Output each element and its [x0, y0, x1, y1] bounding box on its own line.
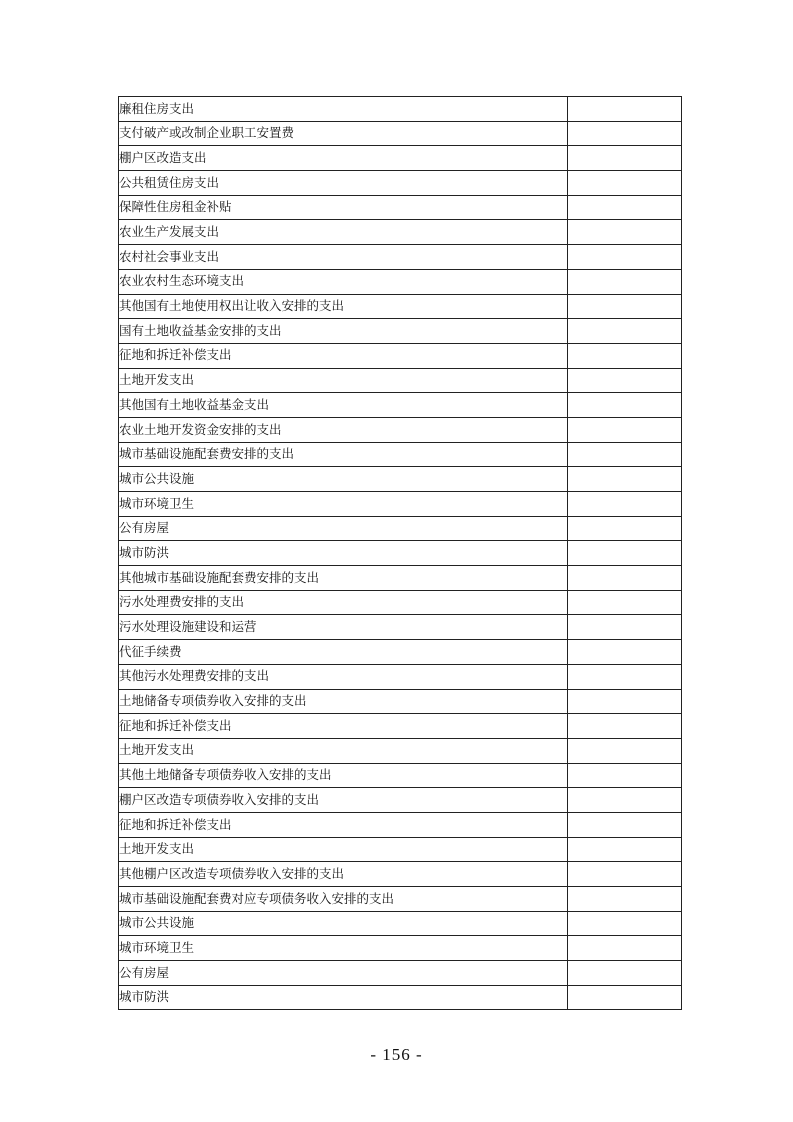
item-name-cell: 其他污水处理费安排的支出 [119, 664, 568, 689]
amount-cell [568, 911, 682, 936]
table-row [119, 541, 682, 566]
amount-cell [568, 97, 682, 122]
table-row [119, 664, 682, 689]
amount-cell [568, 245, 682, 270]
amount-cell [568, 343, 682, 368]
amount-cell [568, 492, 682, 517]
amount-cell [568, 615, 682, 640]
table-row [119, 640, 682, 665]
table-row [119, 442, 682, 467]
table-row [119, 714, 682, 739]
item-name-cell: 棚户区改造支出 [119, 146, 568, 171]
expenditure-table [118, 96, 682, 1010]
amount-cell [568, 862, 682, 887]
table-body [119, 97, 682, 1010]
amount-cell [568, 467, 682, 492]
item-name-cell: 廉租住房支出 [119, 97, 568, 122]
amount-cell [568, 121, 682, 146]
item-name-cell: 农业生产发展支出 [119, 220, 568, 245]
table-row [119, 245, 682, 270]
table-row [119, 393, 682, 418]
amount-cell [568, 985, 682, 1010]
item-name-cell: 土地开发支出 [119, 738, 568, 763]
item-name-cell: 棚户区改造专项债券收入安排的支出 [119, 788, 568, 813]
table-row [119, 566, 682, 591]
amount-cell [568, 887, 682, 912]
item-name-cell: 支付破产或改制企业职工安置费 [119, 121, 568, 146]
amount-cell [568, 368, 682, 393]
amount-cell [568, 812, 682, 837]
item-name-cell: 土地开发支出 [119, 368, 568, 393]
amount-cell [568, 788, 682, 813]
item-name-cell: 城市环境卫生 [119, 492, 568, 517]
table-row [119, 936, 682, 961]
amount-cell [568, 146, 682, 171]
table-row [119, 121, 682, 146]
item-name-cell: 公有房屋 [119, 961, 568, 986]
amount-cell [568, 566, 682, 591]
amount-cell [568, 590, 682, 615]
table-row [119, 590, 682, 615]
item-name-cell: 土地储备专项债券收入安排的支出 [119, 689, 568, 714]
item-name-cell: 城市公共设施 [119, 911, 568, 936]
amount-cell [568, 294, 682, 319]
amount-cell [568, 640, 682, 665]
item-name-cell: 国有土地收益基金安排的支出 [119, 319, 568, 344]
amount-cell [568, 516, 682, 541]
item-name-cell: 公共租赁住房支出 [119, 171, 568, 196]
table-row [119, 961, 682, 986]
table-row [119, 220, 682, 245]
item-name-cell: 城市基础设施配套费对应专项债务收入安排的支出 [119, 887, 568, 912]
amount-cell [568, 738, 682, 763]
table-row [119, 467, 682, 492]
item-name-cell: 征地和拆迁补偿支出 [119, 343, 568, 368]
table-row [119, 887, 682, 912]
table-row [119, 837, 682, 862]
table-row [119, 738, 682, 763]
page-number: - 156 - [370, 1045, 423, 1064]
table-row [119, 812, 682, 837]
table-row [119, 763, 682, 788]
item-name-cell: 公有房屋 [119, 516, 568, 541]
table-row [119, 516, 682, 541]
table-row [119, 911, 682, 936]
amount-cell [568, 393, 682, 418]
item-name-cell: 污水处理设施建设和运营 [119, 615, 568, 640]
amount-cell [568, 442, 682, 467]
amount-cell [568, 714, 682, 739]
amount-cell [568, 763, 682, 788]
item-name-cell: 其他城市基础设施配套费安排的支出 [119, 566, 568, 591]
item-name-cell: 征地和拆迁补偿支出 [119, 812, 568, 837]
amount-cell [568, 269, 682, 294]
item-name-cell: 污水处理费安排的支出 [119, 590, 568, 615]
table-row [119, 417, 682, 442]
item-name-cell: 征地和拆迁补偿支出 [119, 714, 568, 739]
amount-cell [568, 541, 682, 566]
table-row [119, 97, 682, 122]
table-row [119, 343, 682, 368]
table-row [119, 269, 682, 294]
amount-cell [568, 961, 682, 986]
item-name-cell: 代征手续费 [119, 640, 568, 665]
table-row [119, 171, 682, 196]
amount-cell [568, 319, 682, 344]
item-name-cell: 其他土地储备专项债券收入安排的支出 [119, 763, 568, 788]
item-name-cell: 城市防洪 [119, 985, 568, 1010]
item-name-cell: 其他棚户区改造专项债券收入安排的支出 [119, 862, 568, 887]
item-name-cell: 城市防洪 [119, 541, 568, 566]
amount-cell [568, 171, 682, 196]
item-name-cell: 农业农村生态环境支出 [119, 269, 568, 294]
table-row [119, 862, 682, 887]
table-row [119, 492, 682, 517]
amount-cell [568, 417, 682, 442]
item-name-cell: 其他国有土地使用权出让收入安排的支出 [119, 294, 568, 319]
table-row [119, 146, 682, 171]
table-row [119, 689, 682, 714]
table-row [119, 368, 682, 393]
item-name-cell: 其他国有土地收益基金支出 [119, 393, 568, 418]
table-row [119, 294, 682, 319]
table-row [119, 319, 682, 344]
table-row [119, 195, 682, 220]
amount-cell [568, 195, 682, 220]
table-row [119, 615, 682, 640]
amount-cell [568, 837, 682, 862]
item-name-cell: 城市公共设施 [119, 467, 568, 492]
amount-cell [568, 936, 682, 961]
item-name-cell: 土地开发支出 [119, 837, 568, 862]
item-name-cell: 农村社会事业支出 [119, 245, 568, 270]
item-name-cell: 农业土地开发资金安排的支出 [119, 417, 568, 442]
item-name-cell: 城市环境卫生 [119, 936, 568, 961]
amount-cell [568, 220, 682, 245]
amount-cell [568, 664, 682, 689]
table-row [119, 985, 682, 1010]
table-row [119, 788, 682, 813]
item-name-cell: 城市基础设施配套费安排的支出 [119, 442, 568, 467]
item-name-cell: 保障性住房租金补贴 [119, 195, 568, 220]
amount-cell [568, 689, 682, 714]
